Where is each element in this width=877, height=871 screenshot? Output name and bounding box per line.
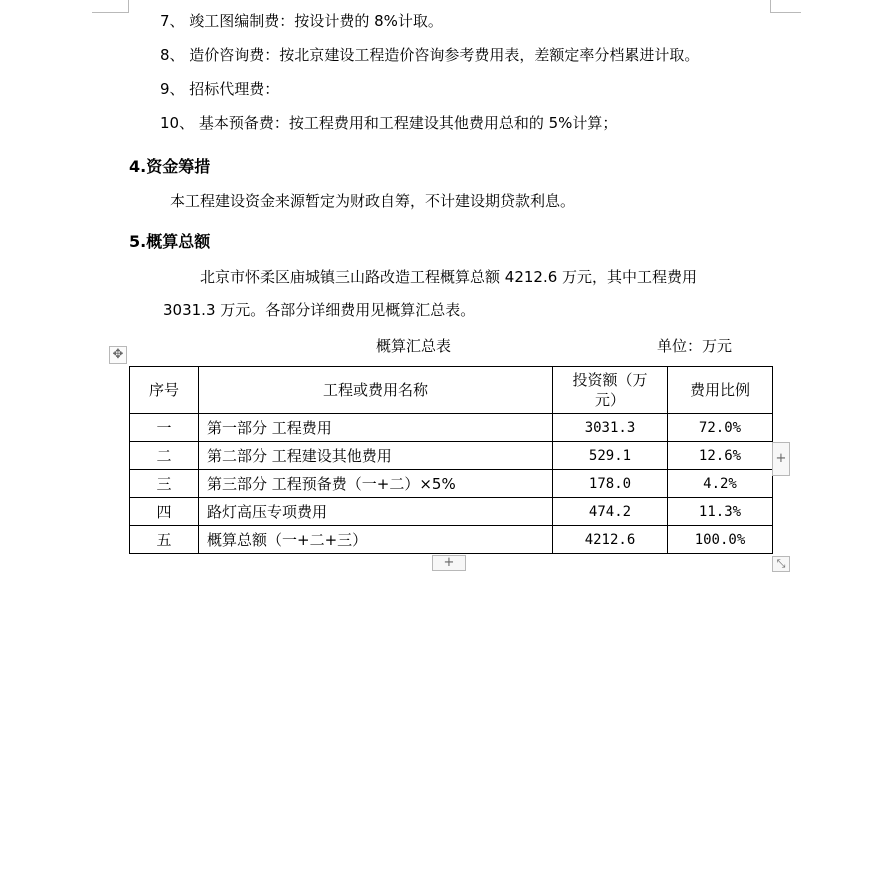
cell-amount: 529.1 [553,442,668,470]
cell-amount: 3031.3 [553,414,668,442]
header-cell-amount: 投资额（万元） [553,367,668,414]
cell-name: 概算总额（一+二+三） [199,526,553,554]
table-unit: 单位：万元 [657,337,733,355]
table-caption: 概算汇总表 [376,337,452,355]
cell-ratio: 12.6% [668,442,773,470]
cell-name: 第一部分 工程费用 [199,414,553,442]
cell-name: 第二部分 工程建设其他费用 [199,442,553,470]
cell-number: 三 [130,470,199,498]
section5-body-line2: 3031.3 万元。各部分详细费用见概算汇总表。 [163,301,476,319]
header-cell-ratio: 费用比例 [668,367,773,414]
list-item-8: 8、 造价咨询费：按北京建设工程造价咨询参考费用表，差额定率分档累进计取。 [160,46,700,64]
list-item-10: 10、 基本预备费：按工程费用和工程建设其他费用总和的 5%计算； [160,114,618,132]
cell-ratio: 11.3% [668,498,773,526]
table-header-row [130,367,773,414]
table-row [130,498,773,526]
table-move-handle-icon[interactable]: ✥ [109,346,127,364]
table-row [130,414,773,442]
section4-body: 本工程建设资金来源暂定为财政自筹，不计建设期贷款利息。 [170,192,576,210]
cell-number: 五 [130,526,199,554]
add-row-button[interactable]: + [432,555,466,571]
section5-heading: 5.概算总额 [129,232,211,251]
cell-number: 二 [130,442,199,470]
section5-body-line1: 北京市怀柔区庙城镇三山路改造工程概算总额 4212.6 万元，其中工程费用 [200,268,698,286]
cell-number: 一 [130,414,199,442]
cell-name: 路灯高压专项费用 [199,498,553,526]
header-cell-number: 序号 [130,367,199,414]
summary-table [129,366,773,554]
page-corner-mark-right [770,0,801,13]
header-cell-name: 工程或费用名称 [199,367,553,414]
table-row [130,526,773,554]
table-row [130,470,773,498]
cell-ratio: 4.2% [668,470,773,498]
cell-amount: 474.2 [553,498,668,526]
list-item-7: 7、 竣工图编制费：按设计费的 8%计取。 [160,12,443,30]
cell-number: 四 [130,498,199,526]
list-item-9: 9、 招标代理费： [160,80,280,98]
table-row [130,442,773,470]
add-column-button[interactable]: + [772,442,790,476]
cell-ratio: 72.0% [668,414,773,442]
cell-name: 第三部分 工程预备费（一+二）×5% [199,470,553,498]
cell-amount: 4212.6 [553,526,668,554]
section4-heading: 4.资金筹措 [129,157,211,176]
cell-ratio: 100.0% [668,526,773,554]
cell-amount: 178.0 [553,470,668,498]
page-corner-mark-left [92,0,129,13]
table-resize-handle-icon[interactable]: ⤡ [772,556,790,572]
